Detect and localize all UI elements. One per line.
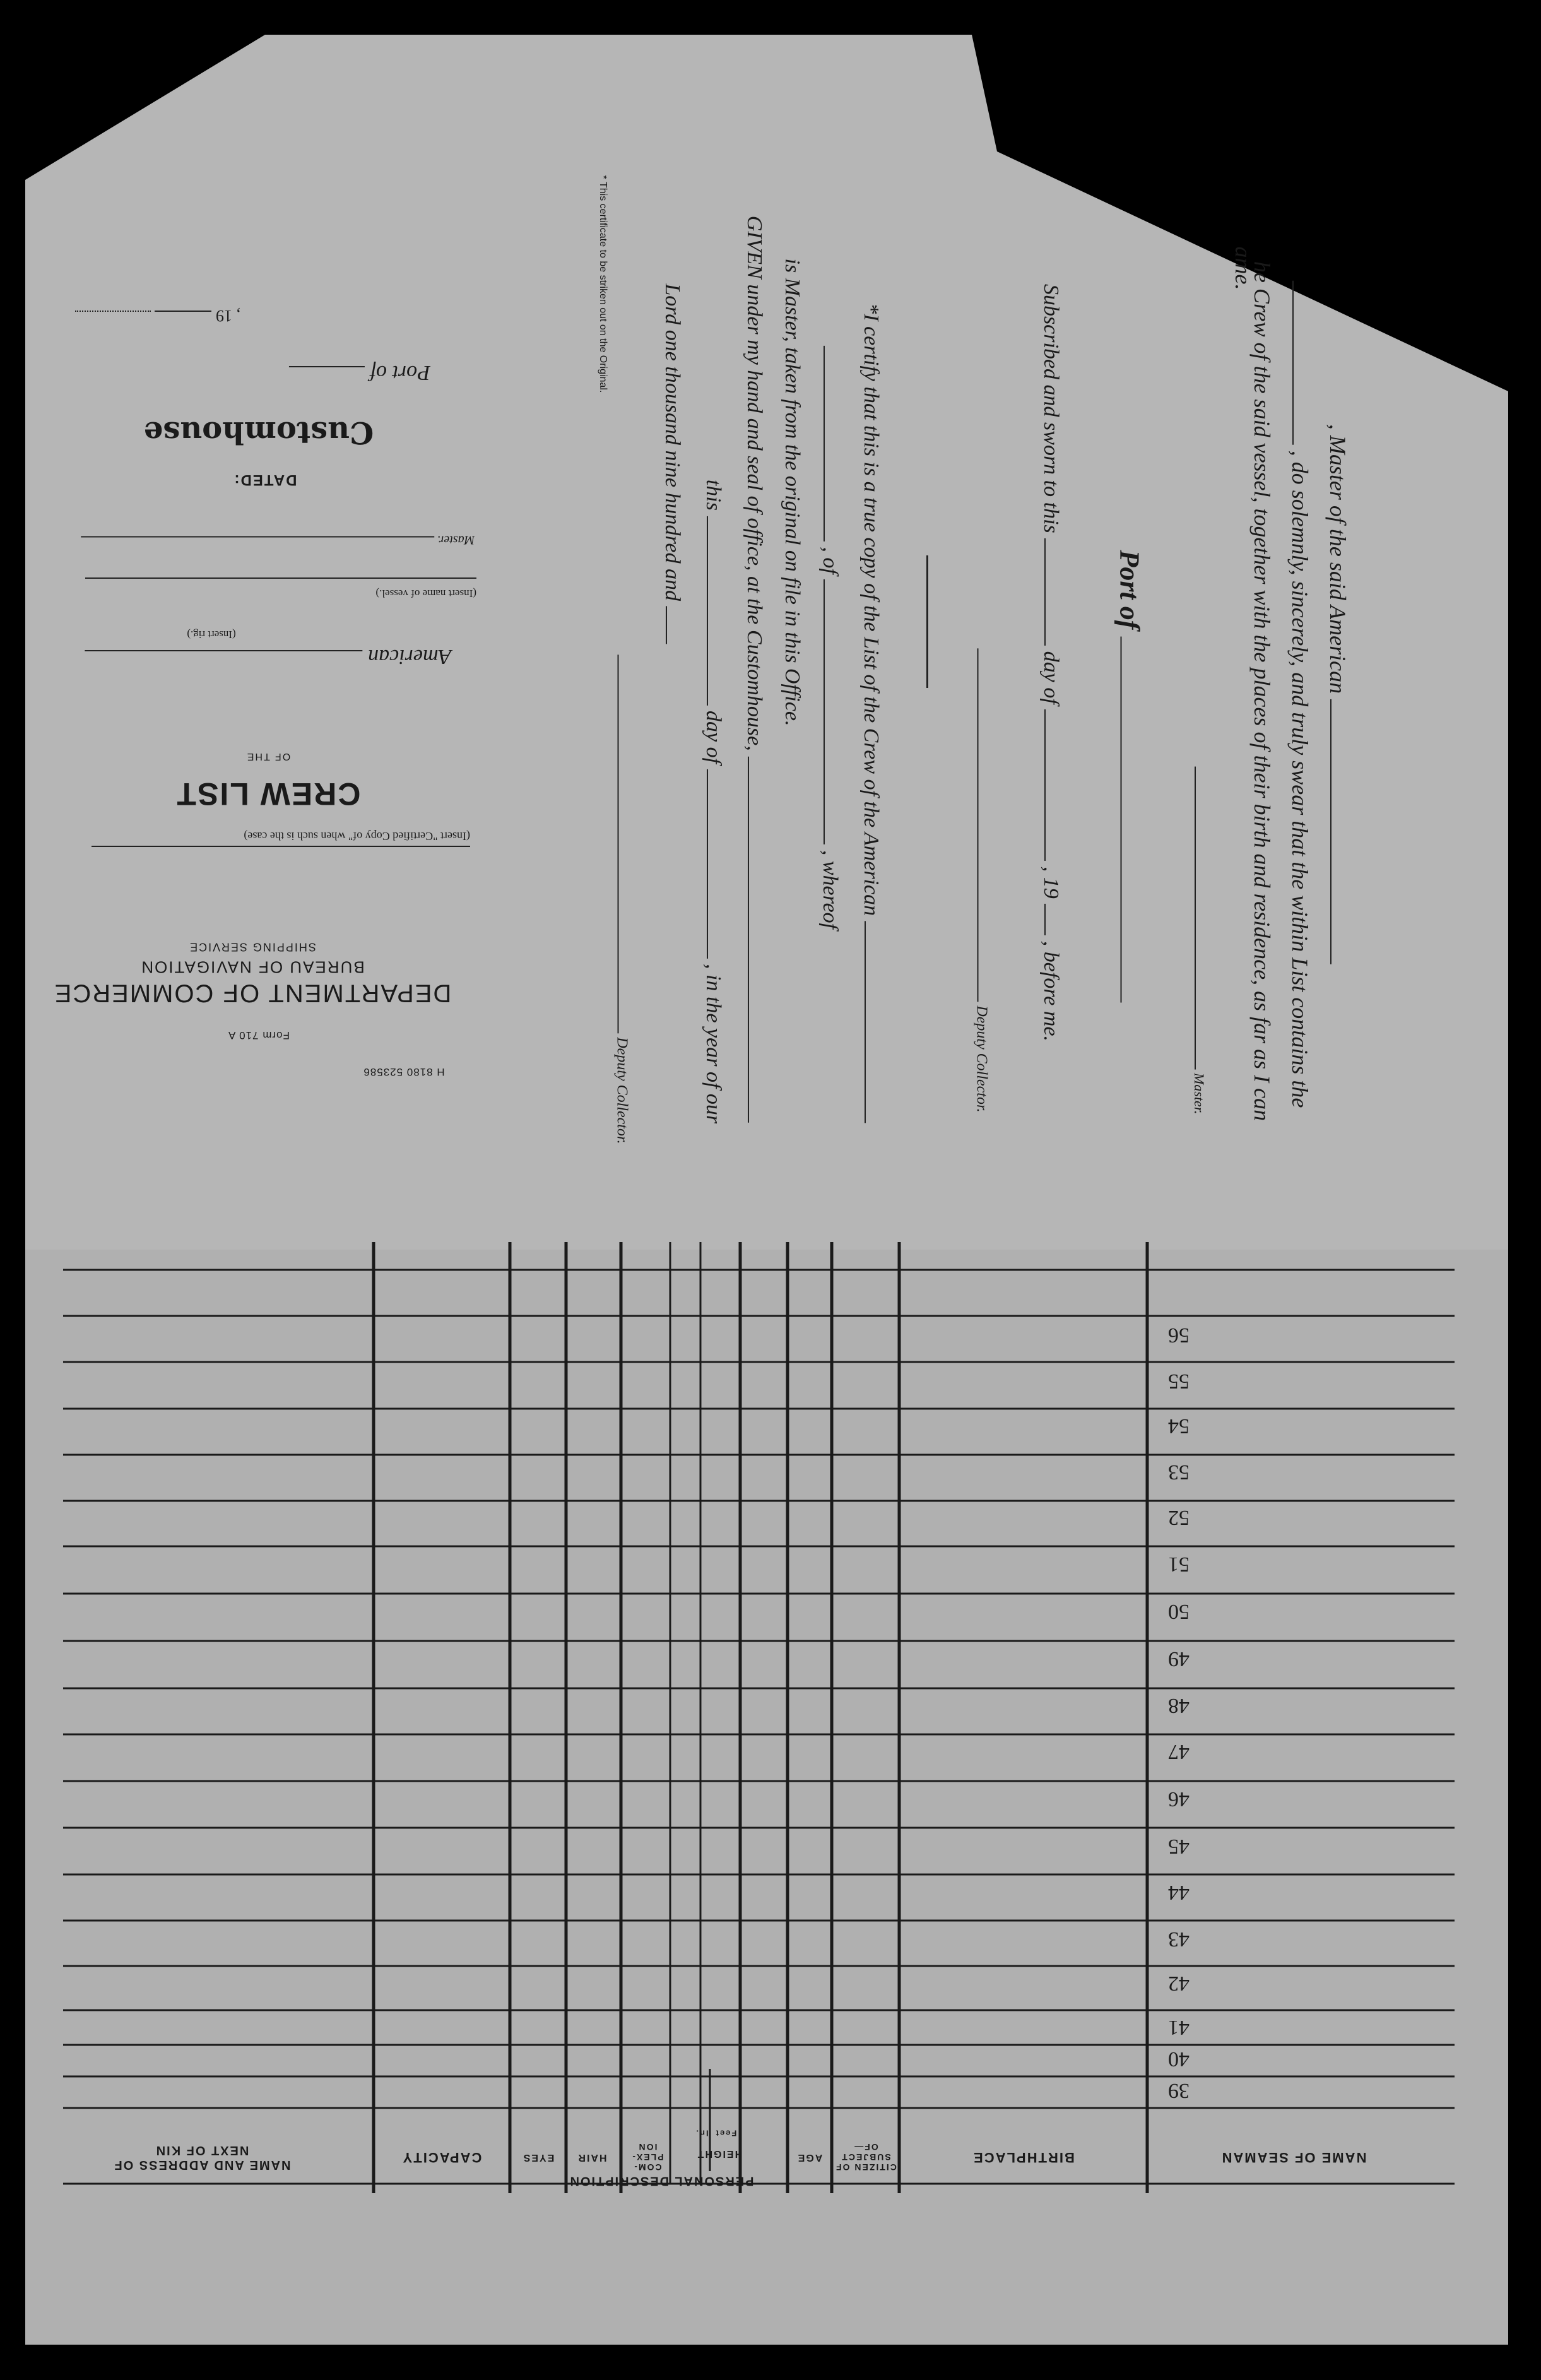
- of-the-text: OF THE: [245, 751, 291, 762]
- american-text: American: [368, 645, 452, 668]
- lord-text: Lord one thousand nine hundred and: [661, 283, 684, 601]
- row-number: 39: [1168, 2079, 1190, 2102]
- header-feet: Feet: [714, 2128, 737, 2138]
- day-of-text: day of: [1039, 651, 1063, 704]
- is-master-text: is Master, taken from the original on file in this Office.: [781, 258, 804, 726]
- year-text: , 19: [1039, 866, 1063, 899]
- header-height: HEIGHT: [696, 2148, 743, 2159]
- header-eyes: EYES: [522, 2152, 555, 2163]
- row-number: 40: [1168, 2047, 1190, 2071]
- deputy-collector-label: Deputy Collector.: [613, 1037, 630, 1144]
- master-signature-label: Master.: [1191, 1073, 1207, 1115]
- row-number: 47: [1168, 1740, 1190, 1763]
- solemnly-text: , do solemnly, sincerely, and truly swear that the within List contains the: [1287, 450, 1313, 1108]
- header-name-of-seaman: NAME OF SEAMAN: [1220, 2150, 1367, 2165]
- subscribed-text: Subscribed and sworn to this: [1039, 283, 1063, 533]
- row-number: 44: [1168, 1881, 1190, 1904]
- row-number: 55: [1168, 1370, 1190, 1393]
- header-capacity: CAPACITY: [401, 2150, 482, 2165]
- header-inches: In.: [695, 2128, 709, 2138]
- row-number: 42: [1168, 1972, 1190, 1995]
- column-lines: [374, 1242, 1147, 2193]
- department-text: DEPARTMENT OF COMMERCE: [53, 979, 452, 1007]
- date-19-text: , 19: [216, 307, 240, 325]
- row-number: 56: [1168, 1323, 1190, 1347]
- port-of-text: Port of: [370, 361, 430, 384]
- row-number: 48: [1168, 1694, 1190, 1717]
- day-of-text: day of: [702, 711, 725, 764]
- header-hair: HAIR: [577, 2152, 607, 2163]
- row-lines: [63, 1270, 1455, 2184]
- row-number: 49: [1168, 1647, 1190, 1671]
- same-text: ame.: [1231, 246, 1256, 290]
- insert-rig-text: (Insert rig.): [187, 629, 236, 641]
- row-number: 51: [1168, 1553, 1190, 1576]
- header-complexion: COM- PLEX- ION: [631, 2142, 664, 2172]
- master-of-text: , Master of the said American: [1325, 423, 1350, 694]
- header-citizen: CITIZEN OF SUBJECT OF—: [835, 2142, 897, 2172]
- deputy-collector-label: Deputy Collector.: [973, 1005, 990, 1113]
- customhouse-text: Customhouse: [143, 415, 374, 450]
- form-number-text: Form 710 A: [228, 1029, 290, 1041]
- given-text: GIVEN under my hand and seal of office, at the Customhouse,: [743, 215, 766, 751]
- crew-of-text: he Crew of the said vessel, together with the places of their birth and residence, as far as I can: [1249, 261, 1275, 1122]
- row-number: 43: [1168, 1927, 1190, 1951]
- certify-text: *I certify that this is a true copy of the List of the Crew of the American: [859, 303, 883, 916]
- header-birthplace: BIRTHPLACE: [972, 2150, 1075, 2165]
- form-code-text: H 8180 523586: [363, 1066, 445, 1078]
- footnote-text: * This certificate to be striken out on the Original.: [598, 175, 608, 393]
- header-age: AGE: [796, 2152, 823, 2163]
- row-number: 52: [1168, 1506, 1190, 1529]
- row-number: 53: [1168, 1460, 1190, 1484]
- row-number: 46: [1168, 1787, 1190, 1811]
- of-text: , of: [818, 547, 842, 574]
- row-number: 45: [1168, 1835, 1190, 1858]
- insert-certified-text: (Insert "Certified Copy of" when such is the case): [244, 830, 470, 843]
- service-text: SHIPPING SERVICE: [189, 940, 316, 954]
- insert-name-text: (Insert name of vessel.): [375, 588, 476, 600]
- in-year-text: , in the year of our: [702, 964, 725, 1124]
- row-number: 41: [1168, 2016, 1190, 2039]
- minor-column-lines: [670, 1242, 710, 2184]
- row-number: 50: [1168, 1600, 1190, 1623]
- master-text: Master.: [437, 533, 475, 547]
- whereof-text: , whereof: [818, 850, 842, 930]
- before-me-text: , before me.: [1039, 940, 1063, 1042]
- port-of-label: Port of: [1114, 550, 1145, 630]
- dated-text: DATED:: [233, 471, 297, 488]
- header-next-of-kin: NAME AND ADDRESS OF NEXT OF KIN: [113, 2143, 291, 2172]
- header-personal-description: PERSONAL DESCRIPTION: [569, 2174, 754, 2188]
- crew-list-text: CREW LIST: [175, 776, 361, 812]
- row-number: 54: [1168, 1414, 1190, 1438]
- this-text: this: [702, 479, 725, 511]
- bureau-text: BUREAU OF NAVIGATION: [140, 957, 365, 977]
